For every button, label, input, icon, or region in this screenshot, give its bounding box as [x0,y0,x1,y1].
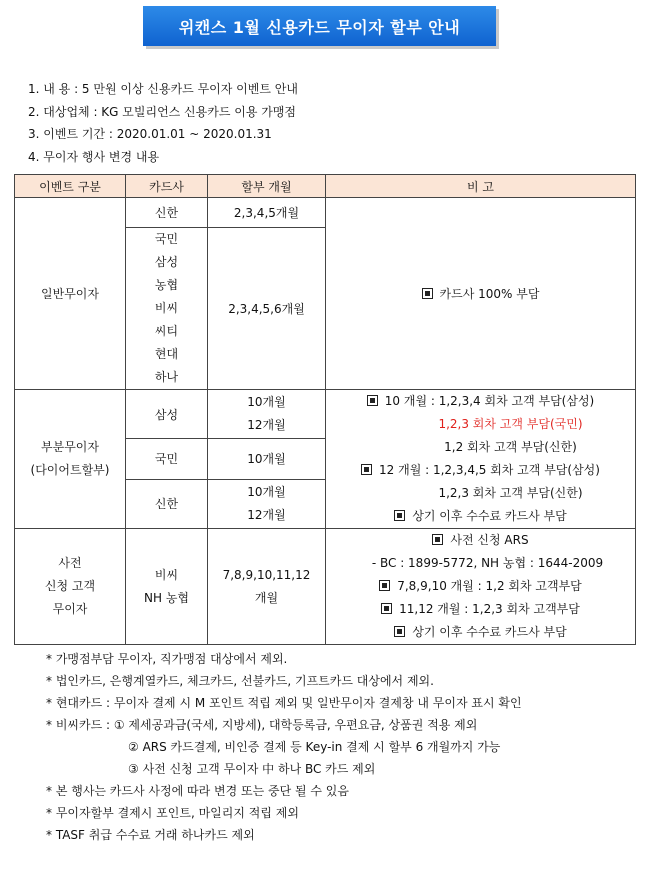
intro-item: 2. 대상업체 : KG 모빌리언스 신용카드 이용 가맹점 [28,104,297,119]
advance-label: 사전 신청 고객 무이자 [15,529,126,645]
footnote: * 현대카드 : 무이자 결제 시 M 포인트 적립 제외 및 일반무이자 결제창 내 무이자 표시 확인 [46,696,522,710]
advance-notes: 사전 신청 ARS - BC : 1899-5772, NH 농협 : 1644-2009 7,8,9,10 개월 : 1,2 회차 고객부담 11,12 개월 : 1,2,3 회차 고객부담 상기 이후 수수료 카드사 부담 [326,529,636,645]
general-label: 일반무이자 [15,198,126,390]
general-cards-2: 국민 삼성 농협 비씨 씨티 현대 하나 [126,228,208,390]
footnote: * TASF 취급 수수료 거래 하나카드 제외 [46,828,255,842]
checkbox-bullet-icon [379,580,390,591]
general-months-2: 2,3,4,5,6개월 [208,228,326,390]
footnote: * 가맹점부담 무이자, 직가맹점 대상에서 제외. [46,652,288,666]
checkbox-bullet-icon [361,464,372,475]
checkbox-bullet-icon [381,603,392,614]
checkbox-bullet-icon [394,626,405,637]
partial-cards-2: 국민 [126,439,208,480]
footnotes [46,648,636,846]
header-remarks: 비 고 [326,175,636,198]
partial-months-1: 10개월 12개월 [208,390,326,439]
partial-label: 부분무이자 (다이어트할부) [15,390,126,529]
footnote: * 본 행사는 카드사 사정에 따라 변경 또는 중단 될 수 있음 [46,784,349,798]
checkbox-bullet-icon [432,534,443,545]
partial-cards-1: 삼성 [126,390,208,439]
footnote: * 법인카드, 은행계열카드, 체크카드, 선불카드, 기프트카드 대상에서 제외. [46,674,434,688]
general-note: 카드사 100% 부담 [326,198,636,390]
partial-cards-3: 신한 [126,479,208,528]
footnote: * 무이자할부 결제시 포인트, 마일리지 적립 제외 [46,806,299,820]
advance-cards: 비씨 NH 농협 [126,529,208,645]
checkbox-bullet-icon [367,395,378,406]
partial-months-2: 10개월 [208,439,326,480]
header-card-company: 카드사 [126,175,208,198]
advance-months: 7,8,9,10,11,12 개월 [208,529,326,645]
partial-notes: 10 개월 : 1,2,3,4 회차 고객 부담(삼성) 1,2,3 회차 고객 부담(국민) 1,2 회차 고객 부담(신한) 12 개월 : 1,2,3,4,5 회차 고객 부담(삼성) 1,2,3 회차 고객 부담(신한) 상기 이후 수수료 카드사 부담 [326,390,636,529]
header-months: 할부 개월 [208,175,326,198]
checkbox-bullet-icon [422,288,433,299]
page-title: 위캔스 1월 신용카드 무이자 할부 안내 [143,6,496,46]
checkbox-bullet-icon [394,510,405,521]
general-months-1: 2,3,4,5개월 [208,198,326,228]
intro-item: 3. 이벤트 기간 : 2020.01.01 ~ 2020.01.31 [28,127,272,141]
intro-list [28,78,628,168]
footnote: * 비씨카드 : ① 제세공과금(국세, 지방세), 대학등록금, 우편요금, 상품권 적용 제외 [46,718,478,732]
partial-months-3: 10개월 12개월 [208,479,326,528]
event-table [14,174,636,645]
footnote: ③ 사전 신청 고객 무이자 中 하나 BC 카드 제외 [128,762,376,776]
footnote: ② ARS 카드결제, 비인증 결제 등 Key-in 결제 시 할부 6 개월까지 가능 [128,740,501,754]
header-event-type: 이벤트 구분 [15,175,126,198]
general-cards-1: 신한 [126,198,208,228]
intro-item: 1. 내 용 : 5 만원 이상 신용카드 무이자 이벤트 안내 [28,82,298,96]
intro-item: 4. 무이자 행사 변경 내용 [28,149,160,164]
